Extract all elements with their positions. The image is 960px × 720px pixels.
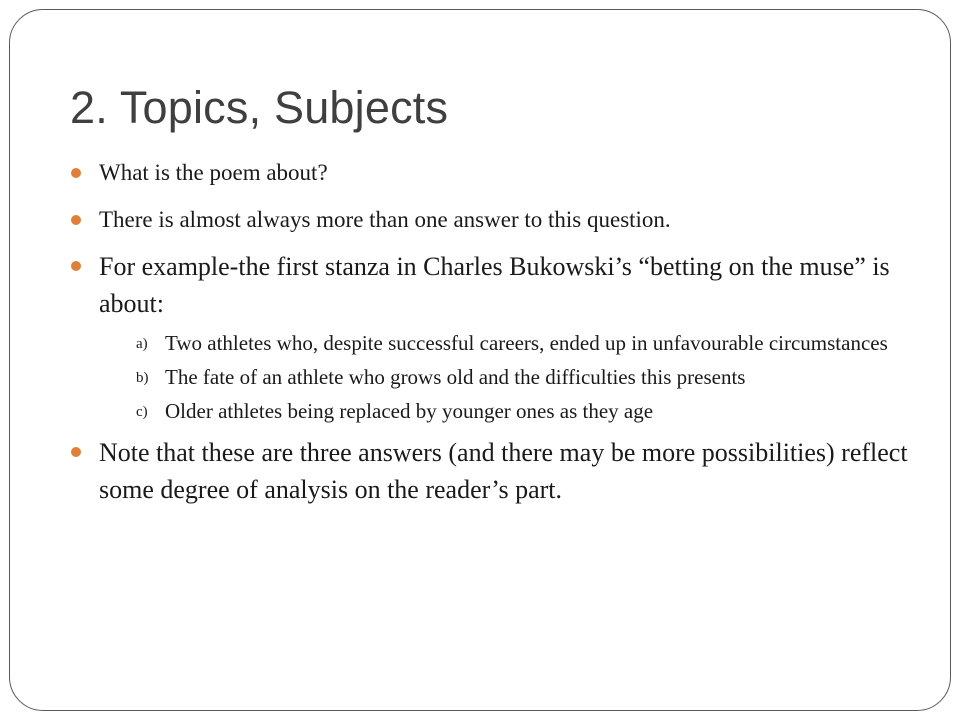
sub-list-item	[136, 331, 910, 355]
bullet-text: Note that these are three answers (and there may be more possibilities) reflect some degree of analysis on the reader’s part.	[99, 438, 908, 504]
bullet-dot-icon	[71, 168, 81, 178]
slide-body	[70, 156, 910, 508]
bullet-item	[70, 156, 910, 190]
bullet-item	[70, 248, 910, 322]
sub-list-item	[136, 399, 910, 423]
sub-list-marker: b)	[136, 370, 149, 386]
sub-list-text: The fate of an athlete who grows old and the difficulties this presents	[165, 365, 746, 389]
bullet-dot-icon	[71, 261, 81, 271]
bullet-item	[70, 434, 910, 508]
slide-frame	[9, 9, 951, 711]
bullet-text: For example-the first stanza in Charles Bukowski’s “betting on the muse” is about:	[99, 252, 890, 318]
sub-list	[136, 331, 910, 423]
bullet-text: What is the poem about?	[99, 160, 328, 185]
sub-list-text: Two athletes who, despite successful careers, ended up in unfavourable circumstances	[165, 331, 888, 355]
bullet-dot-icon	[71, 447, 81, 457]
sub-list-item	[136, 365, 910, 389]
sub-list-marker: c)	[136, 404, 148, 420]
bullet-text: There is almost always more than one answer to this question.	[99, 207, 671, 232]
sub-list-text: Older athletes being replaced by younger ones as they age	[165, 399, 654, 423]
bullet-item	[70, 203, 910, 237]
slide-title: 2. Topics, Subjects	[70, 82, 449, 133]
sub-list-marker: a)	[136, 336, 148, 352]
bullet-dot-icon	[71, 215, 81, 225]
